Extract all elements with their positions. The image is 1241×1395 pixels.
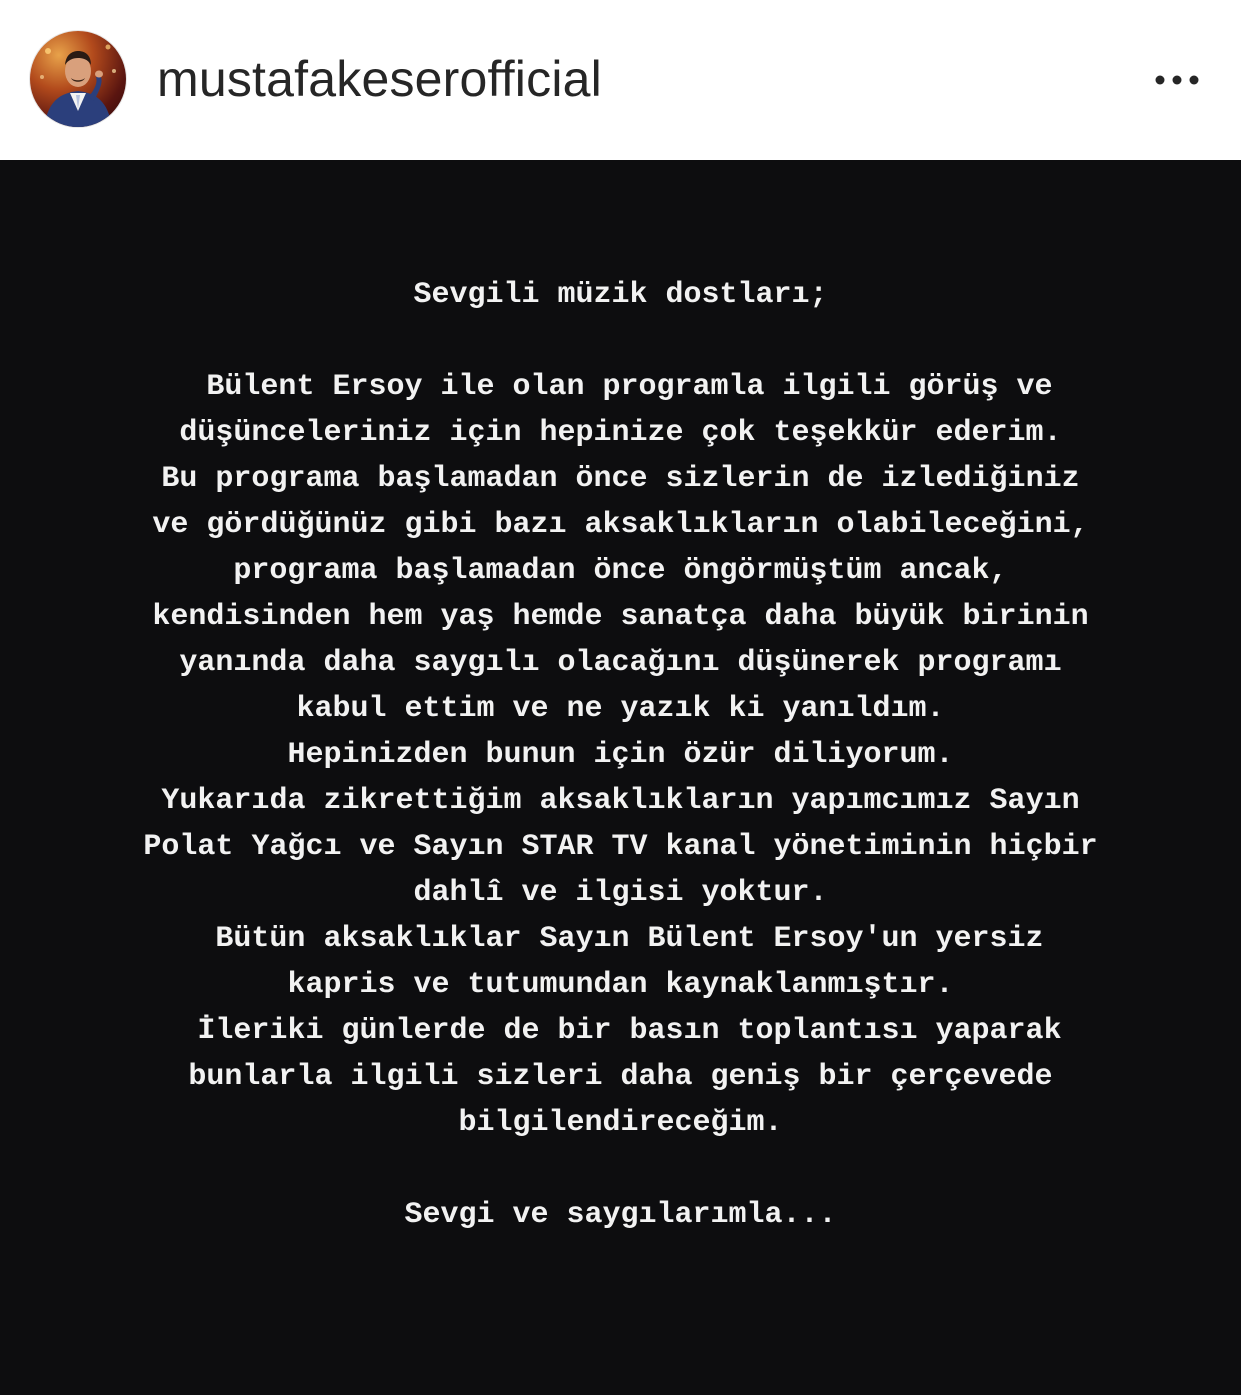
more-horizontal-icon[interactable]: [1148, 60, 1206, 100]
profile-photo-icon: [30, 31, 126, 127]
message-line: Hepinizden bunun için özür diliyorum.: [287, 738, 954, 772]
post-message: [0, 272, 1241, 1238]
message-line: Bülent Ersoy ile olan programla ilgili görüş ve: [188, 370, 1053, 404]
message-line: Bu programa başlamadan önce sizlerin de izlediğiniz: [161, 462, 1080, 496]
message-line: düşünceleriniz için hepinize çok teşekkür ederim.: [179, 416, 1062, 450]
message-line: kapris ve tutumundan kaynaklanmıştır.: [287, 968, 954, 1002]
message-line: dahlî ve ilgisi yoktur.: [413, 876, 828, 910]
message-line: bilgilendireceğim.: [458, 1106, 783, 1140]
message-line: İleriki günlerde de bir basın toplantısı yaparak: [179, 1014, 1062, 1048]
message-line: kabul ettim ve ne yazık ki yanıldım.: [296, 692, 945, 726]
message-line: programa başlamadan önce öngörmüştüm ancak,: [233, 554, 1008, 588]
username[interactable]: mustafakeserofficial: [157, 51, 602, 107]
message-line: yanında daha saygılı olacağını düşünerek programı: [179, 646, 1062, 680]
avatar[interactable]: [30, 31, 126, 127]
message-line: Yukarıda zikrettiğim aksaklıkların yapımcımız Sayın: [161, 784, 1080, 818]
message-line: Sevgi ve saygılarımla...: [404, 1198, 837, 1232]
message-line: [0, 1146, 1241, 1192]
message-line: [0, 318, 1241, 364]
message-line: ve gördüğünüz gibi bazı aksaklıkların olabileceğini,: [152, 508, 1089, 542]
message-line: Bütün aksaklıklar Sayın Bülent Ersoy'un yersiz: [197, 922, 1044, 956]
message-line: kendisinden hem yaş hemde sanatça daha büyük birinin: [152, 600, 1089, 634]
message-line: bunlarla ilgili sizleri daha geniş bir çerçevede: [188, 1060, 1053, 1094]
message-line: Sevgili müzik dostları;: [413, 278, 828, 312]
message-line: Polat Yağcı ve Sayın STAR TV kanal yönetiminin hiçbir: [143, 830, 1098, 864]
post-header: [0, 0, 1241, 160]
post-image: [0, 160, 1241, 1395]
